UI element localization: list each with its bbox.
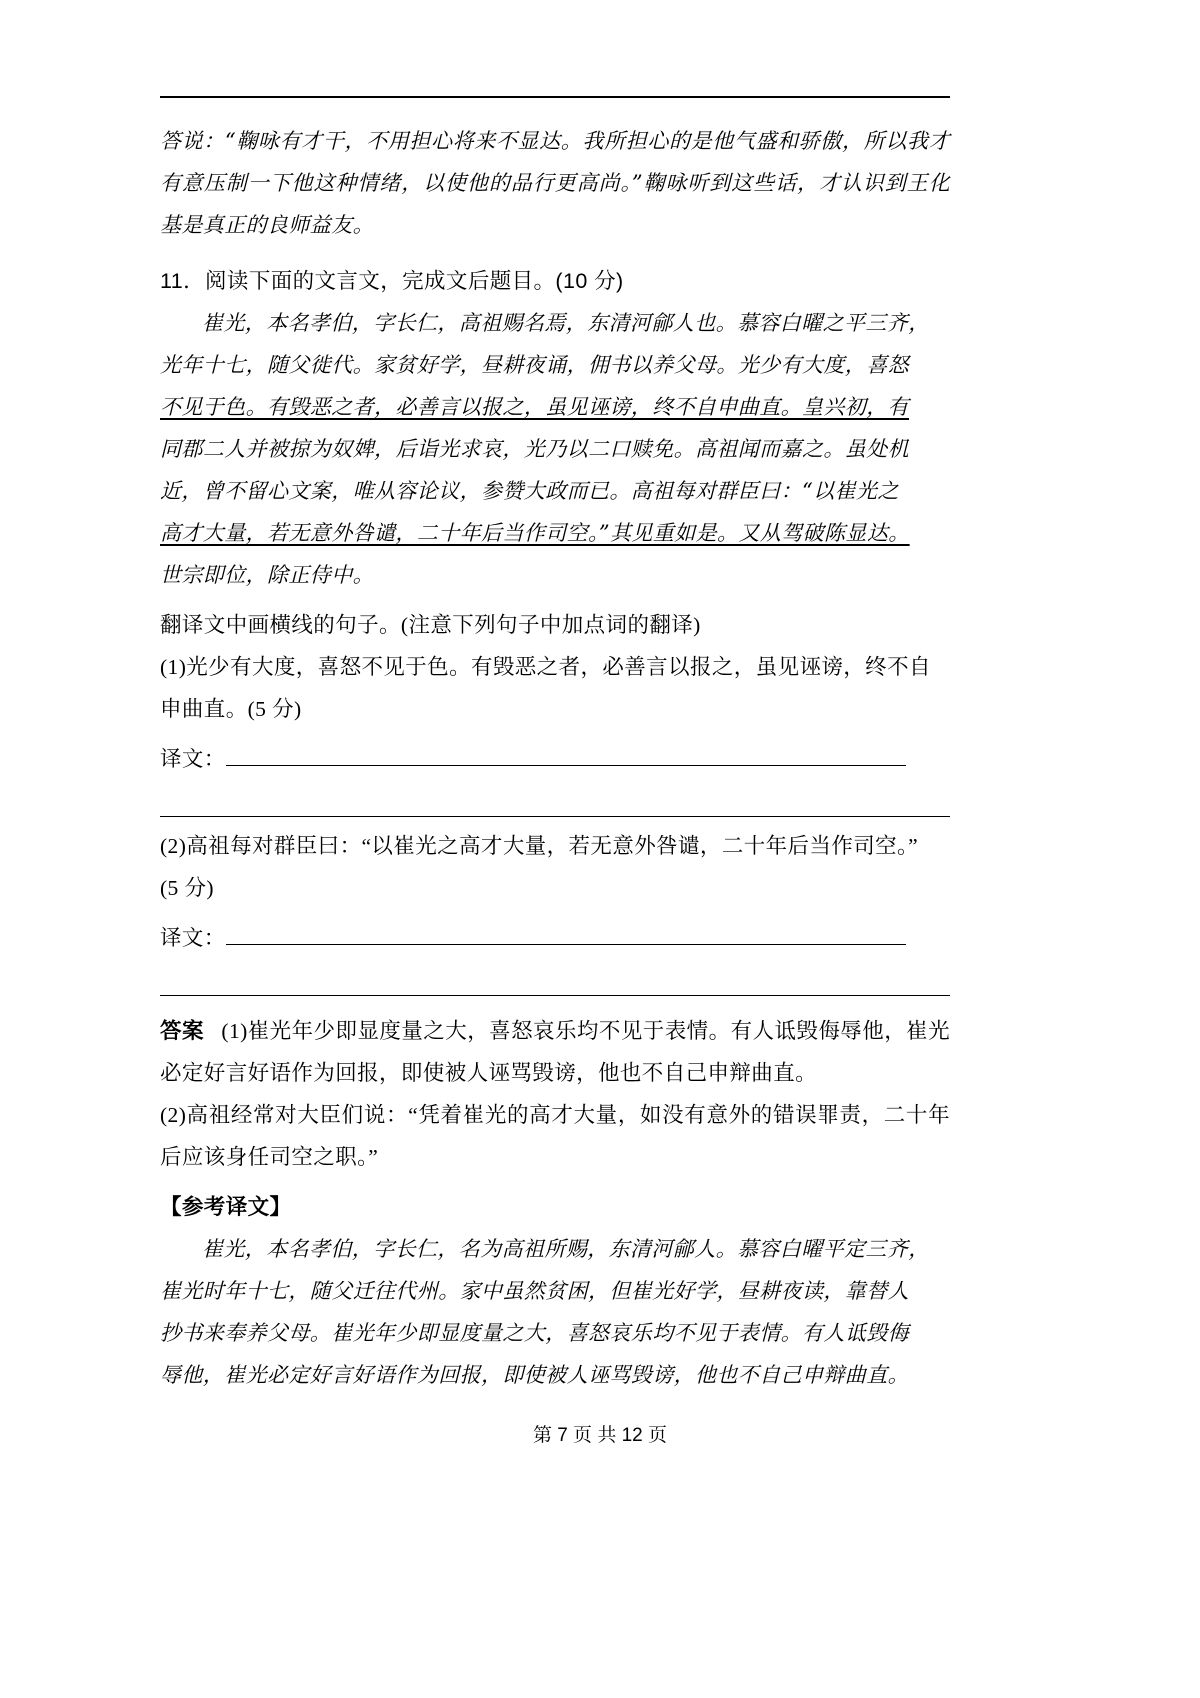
spacer-2 [160,596,950,604]
page-content [160,96,950,1396]
question-stem-text: 阅读下面的文言文，完成文后题目。(10 分) [205,269,624,293]
header-rule [160,96,950,98]
spacer-1 [160,246,950,260]
answer-section-label: 答案 [160,1019,204,1043]
answer-label-1-row [160,738,950,780]
answer-section-row-1 [160,1010,950,1094]
reference-translation-title: 【参考译文】 [160,1195,292,1219]
sub-question-1-line-2: 申曲直。(5 分) [160,697,302,721]
sub-question-2-line-2: (5 分) [160,876,214,900]
passage-line-2 [160,344,950,386]
page-footer: 第 7 页 共 12 页 [532,1425,668,1446]
reference-line-1: 崔光，本名孝伯，字长仁，名为高祖所赐，东清河鄃人。慕容白曜平定三齐， [202,1237,930,1261]
reference-line-4: 辱他，崔光必定好言好语作为回报，即使被人诬骂毁谤，他也不自己申辩曲直。 [160,1363,909,1387]
sub-question-2-line-1: (2)高祖每对群臣曰：“以崔光之高才大量，若无意外咎谴，二十年后当作司空。” [160,834,919,858]
question-number: 11． [160,269,206,293]
passage-line-3: 不见于色。有毁恶之者，必善言以报之，虽见诬谤，终不自申曲直。皇兴初，有 [160,395,909,419]
answer-label-1: 译文： [160,747,226,771]
reference-line-2: 崔光时年十七，随父迁往代州。家中虽然贫困，但崔光好学，昼耕夜读，靠替人 [160,1279,909,1303]
reference-line-3: 抄书来奉养父母。崔光年少即显度量之大，喜怒哀乐均不见于表情。有人诋毁侮 [160,1321,909,1345]
answer-blank-line-2b[interactable] [160,965,950,996]
passage-line-1: 崔光，本名孝伯，字长仁，高祖赐名焉，东清河鄃人也。慕容白曜之平三齐， [202,311,930,335]
passage-line-5: 近，曾不留心文案，唯从容论议，参赞大政而已。高祖每对群臣曰：“以崔光之 [160,479,899,503]
spacer-3 [160,730,950,738]
translate-instruction: 翻译文中画横线的句子。(注意下列句子中加点词的翻译) [160,613,701,637]
passage-line-4: 同郡二人并被掠为奴婢，后诣光求哀，光乃以二口赎免。高祖闻而嘉之。虽处机 [160,437,909,461]
top-answer-paragraph: 答说：“鞠咏有才干，不用担心将来不显达。我所担心的是他气盛和骄傲，所以我才有意压制一下他这种情绪，以使他的品行更高尚。”鞠咏听到这些话，才认识到王化基是真正的良师益友。 [160,129,950,237]
question-11-stem [160,260,950,302]
answer-section-item-2: (2)高祖经常对大臣们说：“凭着崔光的高才大量，如没有意外的错误罪责，二十年后应该身任司空之职。” [160,1103,950,1169]
answer-blank-line-1a[interactable] [226,741,906,766]
answer-section-item-1: (1)崔光年少即显度量之大，喜怒哀乐均不见于表情。有人诋毁侮辱他，崔光必定好言好语作为回报，即使被人诬骂毁谤，他也不自己申辩曲直。 [160,1019,951,1085]
spacer-6 [160,996,950,1010]
answer-blank-line-1b[interactable] [160,786,950,817]
answer-label-2-row [160,917,950,959]
passage-line-7: 世宗即位，除正侍中。 [160,563,374,587]
sub-question-1-line-1: (1)光少有大度，喜怒不见于色。有毁恶之者，必善言以报之，虽见诬谤，终不自 [160,655,931,679]
passage-line-6: 高才大量，若无意外咎谴，二十年后当作司空。”其见重如是。又从驾破陈显达。 [160,521,910,545]
answer-label-2: 译文： [160,926,226,950]
spacer-5 [160,909,950,917]
answer-blank-line-2a[interactable] [226,920,906,945]
spacer-7 [160,1178,950,1186]
passage-line-2-text: 光年十七，随父徙代。家贫好学，昼耕夜诵，佣书以养父母。光少有大度，喜怒 [160,353,909,377]
spacer-4 [160,817,950,825]
